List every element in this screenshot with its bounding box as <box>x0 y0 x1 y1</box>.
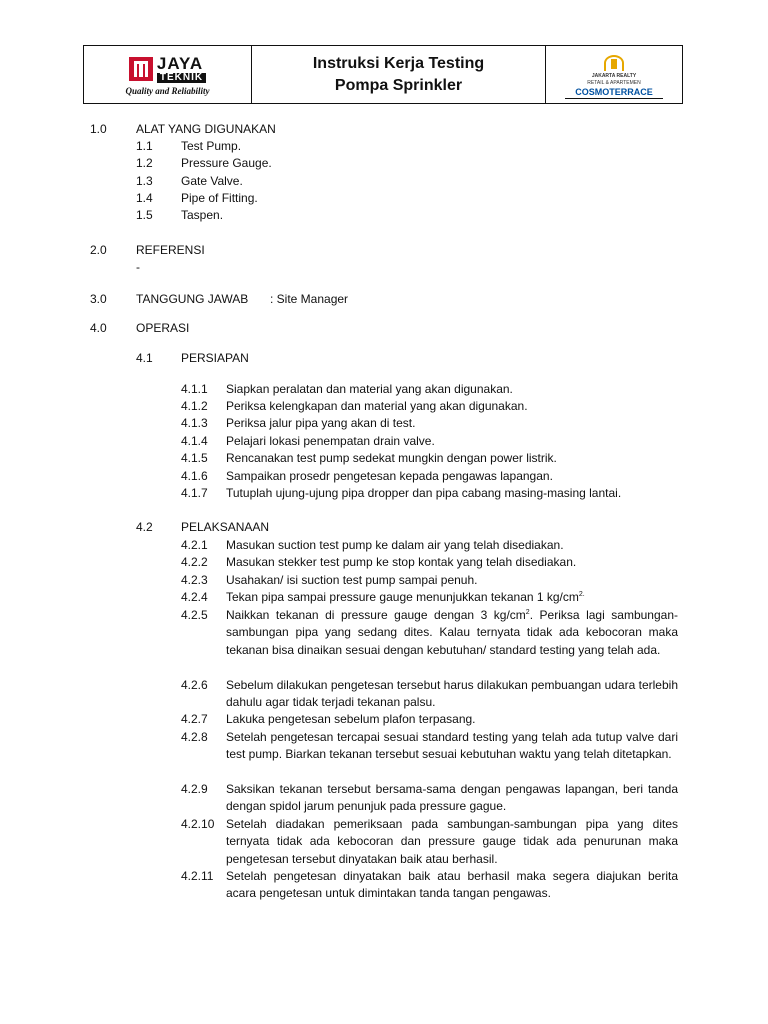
jakarta-realty-emblem-icon <box>603 53 625 73</box>
step-text: Sebelum dilakukan pengetesan tersebut harus dilakukan pembuangan udara terlebih dahulu agar tidak terjadi tekanan palsu. <box>226 678 678 710</box>
step-text: Pelajari lokasi penempatan drain valve. <box>226 434 435 448</box>
section-number: 4.0 <box>90 321 107 335</box>
section-title: REFERENSI <box>136 243 205 257</box>
step-number: 4.2.9 <box>181 782 208 796</box>
subsection-title: PELAKSANAAN <box>181 520 270 534</box>
subsection-number: 4.1 <box>136 351 153 365</box>
brand-cosmo: COSMOTERRACE <box>565 87 663 99</box>
item-number: 1.4 <box>136 191 153 205</box>
step-number: 4.1.2 <box>181 399 208 413</box>
responsibility-value: : Site Manager <box>270 292 349 306</box>
step-number: 4.1.5 <box>181 451 208 465</box>
step-text: Usahakan/ isi suction test pump sampai penuh. <box>226 573 478 587</box>
step-text: Lakuka pengetesan sebelum plafon terpasang. <box>226 712 476 726</box>
item-text: Pipe of Fitting. <box>181 191 258 205</box>
step-number: 4.2.2 <box>181 555 208 569</box>
step-text: Setelah pengetesan tercapai sesuai standard testing yang telah ada tutup valve dari test pump. Biarkan tekanan tersebut sesuai kebutuhan waktu yang telah ditetapkan. <box>226 730 678 762</box>
section-number: 2.0 <box>90 243 107 257</box>
item-text: Test Pump. <box>181 139 242 153</box>
step-number: 4.2.3 <box>181 573 208 587</box>
section-content: - <box>136 260 140 274</box>
step-text: Setelah diadakan pemeriksaan pada sambungan-sambungan pipa yang dites ternyata tidak ada kebocoran dan pressure gauge tidak ada penurunan maka pengetesan tersebut dinyatakan baik atau berhasil. <box>226 817 678 866</box>
section-title: OPERASI <box>136 321 190 335</box>
step-number: 4.1.3 <box>181 416 208 430</box>
step-number: 4.2.11 <box>181 869 214 883</box>
document-title <box>252 46 546 103</box>
item-number: 1.2 <box>136 156 153 170</box>
item-number: 1.1 <box>136 139 153 153</box>
step-text: Setelah pengetesan dinyatakan baik atau berhasil maka segera diajukan berita acara pengetesan untuk dimintakan tanda tangan pengawas. <box>226 869 678 901</box>
step-text: Tutuplah ujung-ujung pipa dropper dan pipa cabang masing-masing lantai. <box>226 486 622 500</box>
subsection-number: 4.2 <box>136 520 153 534</box>
logo-tagline: Quality and Reliability <box>125 86 210 96</box>
step-text: Rencanakan test pump sedekat mungkin dengan power listrik. <box>226 451 557 465</box>
step-number: 4.2.5 <box>181 608 208 622</box>
section-number: 1.0 <box>90 122 107 136</box>
section-number: 3.0 <box>90 292 107 306</box>
section-title: TANGGUNG JAWAB <box>136 292 249 306</box>
item-number: 1.3 <box>136 174 153 188</box>
step-number: 4.2.8 <box>181 730 208 744</box>
step-text: Siapkan peralatan dan material yang akan digunakan. <box>226 382 513 396</box>
header-table <box>83 45 683 104</box>
item-text: Gate Valve. <box>181 174 243 188</box>
step-number: 4.2.6 <box>181 678 208 692</box>
step-number: 4.2.1 <box>181 538 208 552</box>
step-number: 4.1.7 <box>181 486 208 500</box>
logo-sub: TEKNIK <box>157 73 206 83</box>
step-text: Masukan stekker test pump ke stop kontak yang telah disediakan. <box>226 555 577 569</box>
step-text: Saksikan tekanan tersebut bersama-sama dengan pengawas lapangan, beri tanda dengan spidol jarum penunjuk pada pressure gague. <box>226 782 678 814</box>
step-number: 4.1.1 <box>181 382 208 396</box>
jaya-teknik-mark-icon <box>129 57 153 81</box>
step-number: 4.1.4 <box>181 434 208 448</box>
step-number: 4.2.7 <box>181 712 208 726</box>
step-text: Tekan pipa sampai pressure gauge menunjukkan tekanan 1 $kg/cm^{2.}$ <box>226 590 585 604</box>
section-title: ALAT YANG DIGUNAKAN <box>136 122 276 136</box>
item-text: Pressure Gauge. <box>181 156 272 170</box>
step-text: Masukan suction test pump ke dalam air yang telah disediakan. <box>226 538 564 552</box>
step-text: Periksa jalur pipa yang akan di test. <box>226 416 416 430</box>
step-text: Periksa kelengkapan dan material yang akan digunakan. <box>226 399 528 413</box>
title-line-2: Pompa Sprinkler <box>334 76 463 94</box>
step-number: 4.1.6 <box>181 469 208 483</box>
item-text: Taspen. <box>181 208 224 222</box>
title-line-1: Instruksi Kerja Testing <box>312 54 485 72</box>
step-text: Sampaikan prosedr pengetesan kepada pengawas lapangan. <box>226 469 553 483</box>
cosmo-terrace-logo <box>546 46 682 103</box>
jaya-teknik-logo <box>84 46 252 103</box>
logo-name: JAYA <box>156 54 204 73</box>
step-number: 4.2.10 <box>181 817 215 831</box>
step-number: 4.2.4 <box>181 590 208 604</box>
brand-retail: RETAIL & APARTEMEN <box>587 79 641 86</box>
item-number: 1.5 <box>136 208 153 222</box>
brand-name: JAKARTA REALTY <box>591 72 637 79</box>
step-text: Naikkan tekanan di pressure gauge dengan 3 $kg/cm^2$. Periksa lagi sambungan-sambungan pipa yang sedang dites. Kalau ternyata tidak ada kebocoran maka tekanan bisa dinaikan sesuai dengan kebutuhan/ standard testing yang telah ada. <box>226 608 678 657</box>
subsection-title: PERSIAPAN <box>181 351 249 365</box>
